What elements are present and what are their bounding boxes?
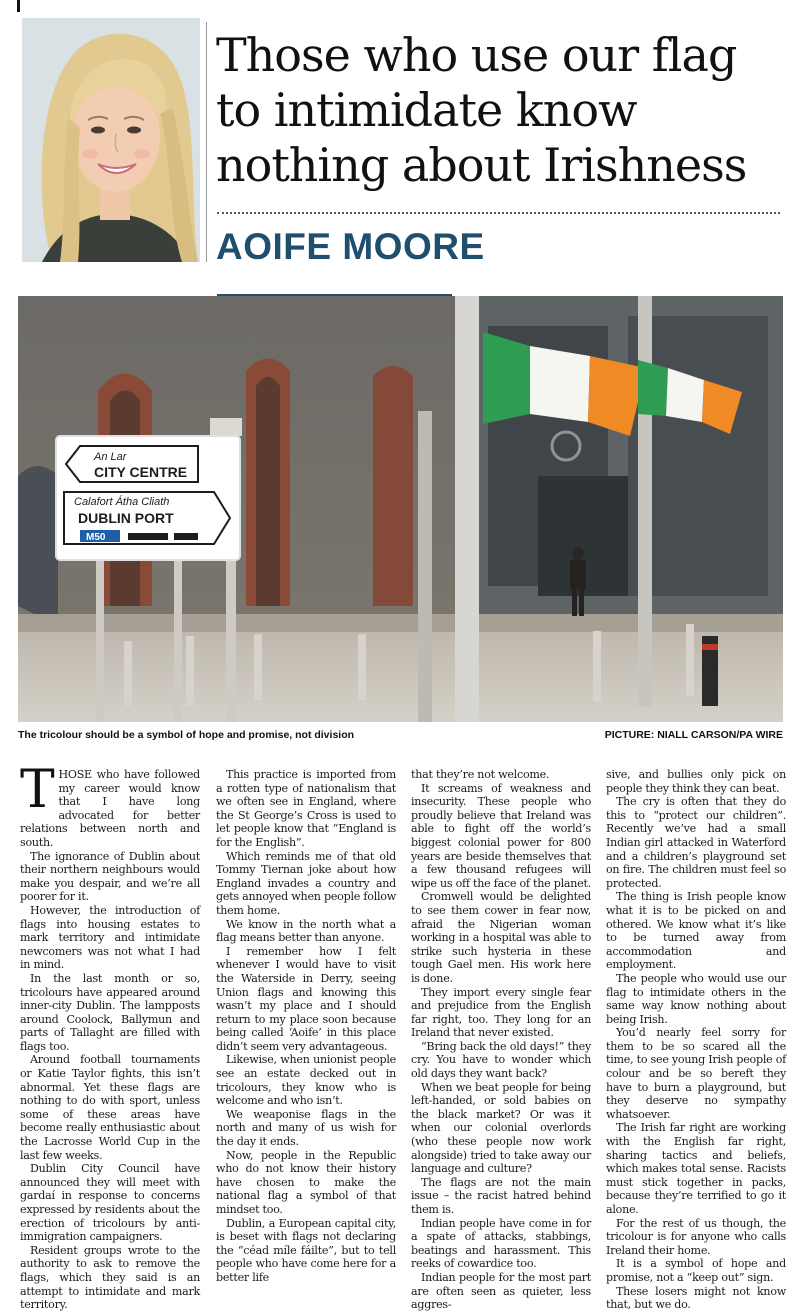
paragraph: Likewise, when unionist people see an estate decked out in tricolours, they know who is welcome and who isn’t. — [216, 1053, 396, 1108]
paragraph: You’d nearly feel sorry for them to be so scared all the time, to see young Irish people of colour and be so bereft they have to burn a playground, but they deserve no sympathy whatsoever. — [606, 1026, 786, 1121]
paragraph: The Irish far right are working with the English far right, sharing tactics and beliefs, which makes total sense. Racists must stick together in packs, because they’re terrified to go it alone. — [606, 1121, 786, 1216]
header-divider — [206, 22, 207, 262]
paragraph: Now, people in the Republic who do not know their history have chosen to make the national flag a symbol of that mindset too. — [216, 1148, 396, 1216]
sign-irish-port: Calafort Átha Cliath — [74, 496, 170, 508]
paragraph: For the rest of us though, the tricolour is for anyone who calls Ireland their home. — [606, 1216, 786, 1257]
paragraph: Indian people for the most part are often seen as quieter, less aggres- — [411, 1270, 591, 1312]
article-column-2 — [216, 768, 396, 1284]
paragraph: The ignorance of Dublin about their northern neighbours would make you despair, and we’re all poorer for it. — [20, 849, 200, 904]
paragraph: Dublin, a European capital city, is beset with flags not declaring the “céad míle fáilte”, but to tell people who have come here for a better life — [216, 1216, 396, 1284]
paragraph: “Bring back the old days!” they cry. You have to wonder which old days they want back? — [411, 1039, 591, 1081]
paragraph: The flags are not the main issue – the racist hatred behind them is. — [411, 1175, 591, 1216]
sign-city-centre: CITY CENTRE — [94, 464, 188, 480]
paragraph: Indian people have come in for a spate of attacks, stabbings, beatings and harassment. This reeks of cowardice too. — [411, 1216, 591, 1271]
paragraph: Cromwell would be delighted to see them cower in fear now, afraid the Nigerian woman working in a hospital was able to strike such hysteria in these tough Gael men. His work here is done. — [411, 890, 591, 985]
paragraph: sive, and bullies only pick on people they think they can beat. — [606, 768, 786, 795]
paragraph: We weaponise flags in the north and many of us wish for the day it ends. — [216, 1107, 396, 1149]
headline-line-2: to intimidate know — [216, 83, 637, 137]
photo-caption — [18, 729, 783, 745]
caption-text: The tricolour should be a symbol of hope and promise, not division — [18, 729, 355, 741]
paragraph: that they’re not welcome. — [411, 768, 550, 781]
paragraph: The cry is often that they do this to “protect our children”. Recently we’ve had a small Indian girl attacked in Waterford and a children’s playground set on fire. The children must feel so protected. — [606, 795, 786, 890]
paragraph: They import every single fear and prejudice from the English far right, too. They long for an Ireland that never existed. — [411, 985, 591, 1040]
sign-dublin-port: DUBLIN PORT — [78, 510, 174, 526]
paragraph: Around football tournaments or Katie Taylor fights, this isn’t abnormal. Yet these flags are nothing to do with sport, unless some of these areas have become really enthusiastic about the Lacrosse World Cup in the last few weeks. — [20, 1053, 200, 1162]
page-corner-mark — [17, 0, 20, 12]
paragraph: I remember how I felt whenever I would have to visit the Waterside in Derry, seeing Union flags and knowing this wasn’t my place and I should return to my place soon because being called ‘Aoife’ in this place didn’t seem very advantageous. — [216, 944, 396, 1053]
paragraph: The thing is Irish people know what it is to be picked on and othered. We know what it’s like to be turned away from accommodation and employment. — [606, 890, 786, 972]
paragraph: We know in the north what a flag means better than anyone. — [216, 917, 396, 945]
paragraph: When we beat people for being left-handed, or sold babies on the black market? Or was it when our colonial overlords (who these people now work alongside) tried to take away our language and culture? — [411, 1080, 591, 1176]
paragraph: It is a symbol of hope and promise, not a “keep out” sign. — [606, 1257, 786, 1284]
article-column-3 — [411, 768, 591, 1312]
paragraph: The people who would use our flag to intimidate others in the same way know nothing about being Irish. — [606, 971, 786, 1026]
article-column-1 — [20, 760, 200, 1312]
paragraph: However, the introduction of flags into housing estates to mark territory and intimidate newcomers was not what I had in mind. — [20, 903, 200, 972]
article-column-4 — [606, 768, 786, 1312]
sign-m50: M50 — [86, 532, 106, 543]
paragraph: It screams of weakness and insecurity. These people who proudly believe that Ireland was able to fight off the world’s biggest colonial power for 800 years are beside themselves that a few thousand refugees will wipe us off the face of the planet. — [411, 781, 591, 890]
drop-cap: T — [20, 760, 55, 820]
paragraph: THOSE who have followed my career would know that I have long advocated for better relations between north and south. — [20, 760, 200, 849]
paragraph: Resident groups wrote to the authority to ask to remove the flags, which they said is an attempt to intimidate and mark territory. — [20, 1243, 200, 1312]
headline-line-3: nothing about Irishness — [216, 138, 747, 192]
paragraph: Dublin City Council have announced they will meet with gardaí in response to concerns expressed by residents about the erection of tricolours by anti-immigration campaigners. — [20, 1162, 200, 1244]
sign-irish-city: An Lar — [94, 451, 127, 463]
article-photo — [18, 296, 783, 722]
byline: AOIFE MOORE — [216, 226, 485, 267]
paragraph: These losers might not know that, but we do. — [606, 1284, 786, 1312]
paragraph: This practice is imported from a rotten type of nationalism that we often see in England, where the St George’s Cross is used to let people know that “England is for the English”. — [216, 768, 396, 849]
headline-line-1: Those who use our flag — [216, 28, 737, 82]
photo-credit: PICTURE: NIALL CARSON/PA WIRE — [604, 729, 783, 741]
paragraph: Which reminds me of that old Tommy Tiernan joke about how England invades a country and gets annoyed when people follow them home. — [216, 849, 396, 917]
paragraph: In the last month or so, tricolours have appeared around inner-city Dublin. The lampposts around Coolock, Ballymun and parts of Tallaght are filled with flags too. — [20, 971, 200, 1053]
dotted-rule — [217, 212, 780, 214]
headline — [216, 28, 786, 193]
author-portrait — [22, 18, 200, 262]
